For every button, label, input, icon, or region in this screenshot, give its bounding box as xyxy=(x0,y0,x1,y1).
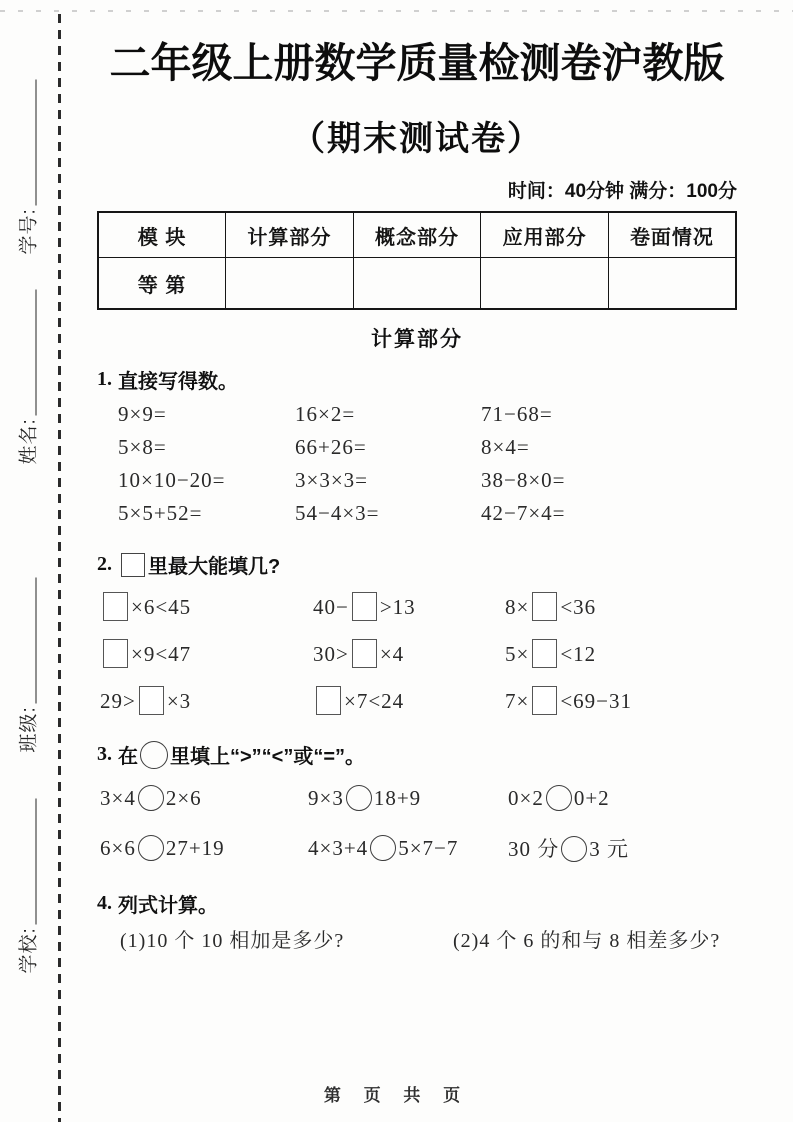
fill-in-square xyxy=(532,686,557,715)
fill-in-circle xyxy=(140,741,168,769)
expression: 5×5+52= xyxy=(118,501,203,525)
question-3-heading xyxy=(97,740,737,769)
expression: 0×2 0+2 xyxy=(508,786,610,810)
question-4-number: 4. xyxy=(97,892,112,914)
page-title: 二年级上册数学质量检测卷沪教版 xyxy=(109,40,725,86)
paper-content xyxy=(97,0,737,954)
question-1-title: 直接写得数。 xyxy=(118,371,238,393)
fill-in-square xyxy=(139,686,164,715)
expression: 8×4= xyxy=(481,435,530,459)
question-4-heading xyxy=(97,889,737,918)
fill-in-circle xyxy=(546,785,572,811)
expression: 42−7×4= xyxy=(481,501,566,525)
grade-cell-concept xyxy=(353,258,481,310)
class-blank-line xyxy=(36,578,37,704)
expression-row xyxy=(97,823,737,873)
fill-in-square xyxy=(532,592,557,621)
class-label: 班级: xyxy=(18,706,40,753)
score-header-module: 模 块 xyxy=(98,212,226,258)
expression: (1)10 个 10 相加是多少? xyxy=(120,929,345,952)
question-3-number: 3. xyxy=(97,743,112,765)
margin-dashed-fold-line xyxy=(58,14,61,1122)
expression: 10×10−20= xyxy=(118,468,226,492)
expression-row xyxy=(97,431,737,464)
grade-cell-presentation xyxy=(608,258,736,310)
question-3-expressions xyxy=(97,773,737,873)
expression-row xyxy=(97,677,737,724)
expression-row xyxy=(97,497,737,530)
question-4-word-problems xyxy=(97,922,737,954)
expression: 5× <12 xyxy=(505,639,737,668)
grade-cell-application xyxy=(481,258,609,310)
question-2-expressions xyxy=(97,583,737,724)
expression: 4×3+4 5×7−7 xyxy=(308,836,459,860)
margin-field-student-number xyxy=(15,80,41,255)
question-3-title: 在 里填上“>”“<”或“=”。 xyxy=(118,740,365,769)
fill-in-square xyxy=(352,592,377,621)
expression: (2)4 个 6 的和与 8 相差多少? xyxy=(453,929,721,952)
school-blank-line xyxy=(36,799,37,925)
name-label: 姓名: xyxy=(18,418,40,465)
question-4 xyxy=(97,889,737,954)
margin-field-school xyxy=(15,799,41,974)
student-number-label: 学号: xyxy=(18,208,40,255)
expression: 30> ×4 xyxy=(313,639,505,668)
expression: 9×9= xyxy=(118,402,167,426)
expression: 16×2= xyxy=(295,402,356,426)
grade-row-label: 等 第 xyxy=(98,258,226,310)
margin-field-name xyxy=(15,290,41,465)
expression: 40− >13 xyxy=(313,592,505,621)
page-footer: 第 页 共 页 xyxy=(323,1086,470,1105)
fill-in-circle xyxy=(138,835,164,861)
name-blank-line xyxy=(36,290,37,416)
score-table-header-row xyxy=(98,212,736,258)
fill-in-square xyxy=(103,639,128,668)
question-1-number: 1. xyxy=(97,368,112,390)
margin-field-class xyxy=(15,578,41,753)
expression-row xyxy=(97,630,737,677)
expression: 5×8= xyxy=(118,435,167,459)
question-1-expressions xyxy=(97,398,737,530)
fill-in-square xyxy=(103,592,128,621)
time-and-score-info: 时间：40分钟 满分：100分 xyxy=(507,181,737,202)
expression-row xyxy=(97,583,737,630)
expression: 66+26= xyxy=(295,435,367,459)
expression: 29> ×3 xyxy=(100,686,313,715)
fill-in-square xyxy=(316,686,341,715)
section-title-calculation: 计算部分 xyxy=(371,328,463,351)
question-2-heading xyxy=(97,550,737,579)
expression: 30 分 3 元 xyxy=(508,837,629,861)
fill-in-circle xyxy=(346,785,372,811)
expression: ×9<47 xyxy=(100,639,313,668)
school-label: 学校: xyxy=(18,927,40,974)
fill-in-circle xyxy=(561,836,587,862)
question-2-title: 里最大能填几? xyxy=(118,550,280,579)
question-2 xyxy=(97,550,737,724)
score-header-application: 应用部分 xyxy=(481,212,609,258)
fill-in-square xyxy=(121,553,145,577)
score-header-concept: 概念部分 xyxy=(353,212,481,258)
expression: 38−8×0= xyxy=(481,468,566,492)
question-1 xyxy=(97,365,737,530)
question-4-title: 列式计算。 xyxy=(118,895,218,917)
expression: 3×4 2×6 xyxy=(100,786,202,810)
fill-in-square xyxy=(352,639,377,668)
question-2-number: 2. xyxy=(97,553,112,575)
expression: 6×6 27+19 xyxy=(100,836,225,860)
page-subtitle: （期末测试卷） xyxy=(291,120,543,158)
expression: ×6<45 xyxy=(100,592,313,621)
grade-cell-calculation xyxy=(226,258,354,310)
score-header-presentation: 卷面情况 xyxy=(608,212,736,258)
student-number-blank-line xyxy=(36,80,37,206)
expression-row xyxy=(97,464,737,497)
question-3 xyxy=(97,740,737,873)
fill-in-circle xyxy=(370,835,396,861)
expression-row xyxy=(97,773,737,823)
expression-row xyxy=(97,398,737,431)
fill-in-circle xyxy=(138,785,164,811)
expression: ×7<24 xyxy=(313,686,505,715)
score-table-grade-row xyxy=(98,258,736,310)
score-table xyxy=(97,211,737,310)
expression: 3×3×3= xyxy=(295,468,369,492)
expression: 71−68= xyxy=(481,402,553,426)
expression: 54−4×3= xyxy=(295,501,380,525)
expression: 7× <69−31 xyxy=(505,686,737,715)
question-1-heading xyxy=(97,365,737,394)
expression: 9×3 18+9 xyxy=(308,786,422,810)
expression-row xyxy=(97,922,737,954)
fill-in-square xyxy=(532,639,557,668)
score-header-calculation: 计算部分 xyxy=(226,212,354,258)
expression: 8× <36 xyxy=(505,592,737,621)
